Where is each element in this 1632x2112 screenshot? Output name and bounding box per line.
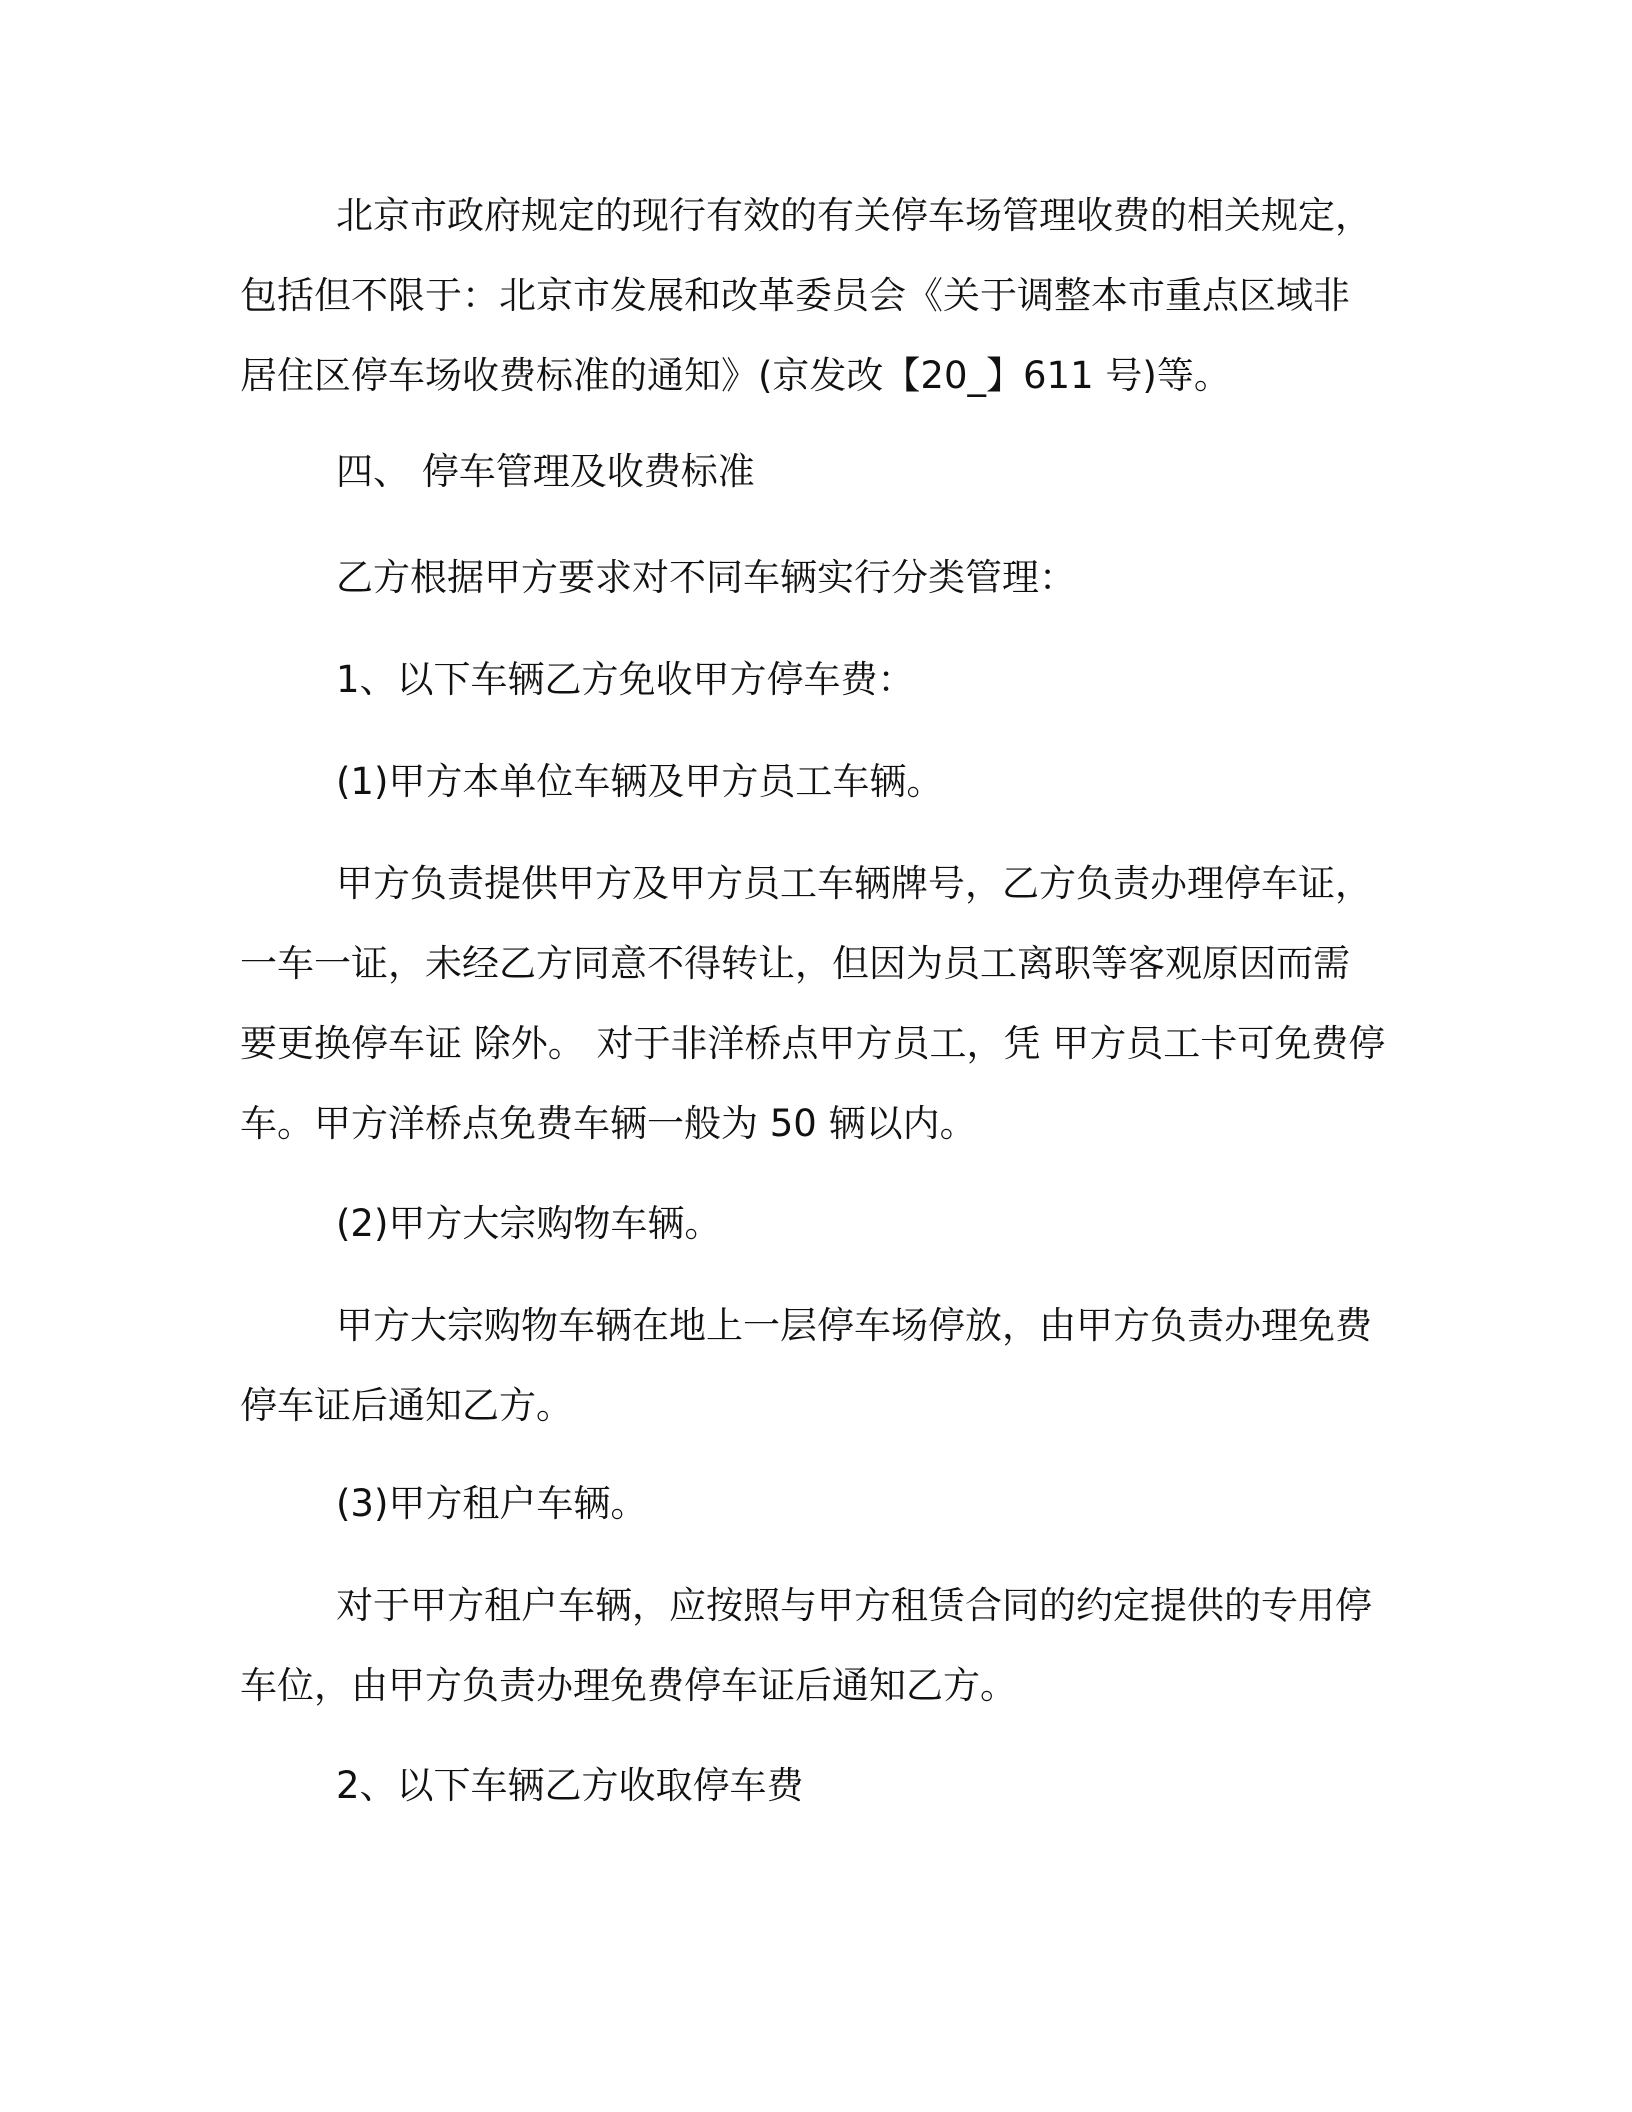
paragraph-employee-vehicles [240,844,1390,1164]
text-line: 对于甲方租户车辆，应按照与甲方租赁合同的约定提供的专用停 [336,1584,1372,1627]
text-line: 2、以下车辆乙方收取停车费 [336,1764,804,1807]
text-line: 车位，由甲方负责办理免费停车证后通知乙方。 [240,1664,1017,1707]
sub-item-heading-3 [240,1464,1390,1544]
text-line: 车。甲方洋桥点免费车辆一般为 50 辆以内。 [240,1102,977,1145]
section-heading [240,432,1390,512]
text-line: 乙方根据甲方要求对不同车辆实行分类管理： [336,556,1076,599]
text-line: 北京市政府规定的现行有效的有关停车场管理收费的相关规定， [336,194,1372,237]
sub-item-heading-2 [240,1184,1390,1264]
text-line: 四、 停车管理及收费标准 [336,450,755,493]
item-heading-charged [240,1746,1390,1826]
text-line: 1、以下车辆乙方免收甲方停车费： [336,658,915,701]
text-line: (3)甲方租户车辆。 [336,1482,648,1525]
paragraph-tenant-vehicles [240,1566,1390,1726]
text-line: 甲方大宗购物车辆在地上一层停车场停放，由甲方负责办理免费 [336,1304,1372,1347]
text-line: 一车一证，未经乙方同意不得转让，但因为员工离职等客观原因而需 [240,942,1350,985]
item-heading-free [240,640,1390,720]
paragraph-parking-regulations [240,176,1390,416]
text-line: 要更换停车证 除外。 对于非洋桥点甲方员工，凭 甲方员工卡可免费停 [240,1022,1386,1065]
paragraph-bulk-shopping [240,1286,1390,1446]
text-line: 停车证后通知乙方。 [240,1384,573,1427]
sub-item-heading-1 [240,742,1390,822]
paragraph-classification [240,538,1390,618]
text-line: 居住区停车场收费标准的通知》(京发改【20_】611 号)等。 [240,354,1231,397]
text-line: 包括但不限于：北京市发展和改革委员会《关于调整本市重点区域非 [240,274,1350,317]
text-line: 甲方负责提供甲方及甲方员工车辆牌号，乙方负责办理停车证， [336,862,1372,905]
text-line: (2)甲方大宗购物车辆。 [336,1202,722,1245]
text-line: (1)甲方本单位车辆及甲方员工车辆。 [336,760,944,803]
